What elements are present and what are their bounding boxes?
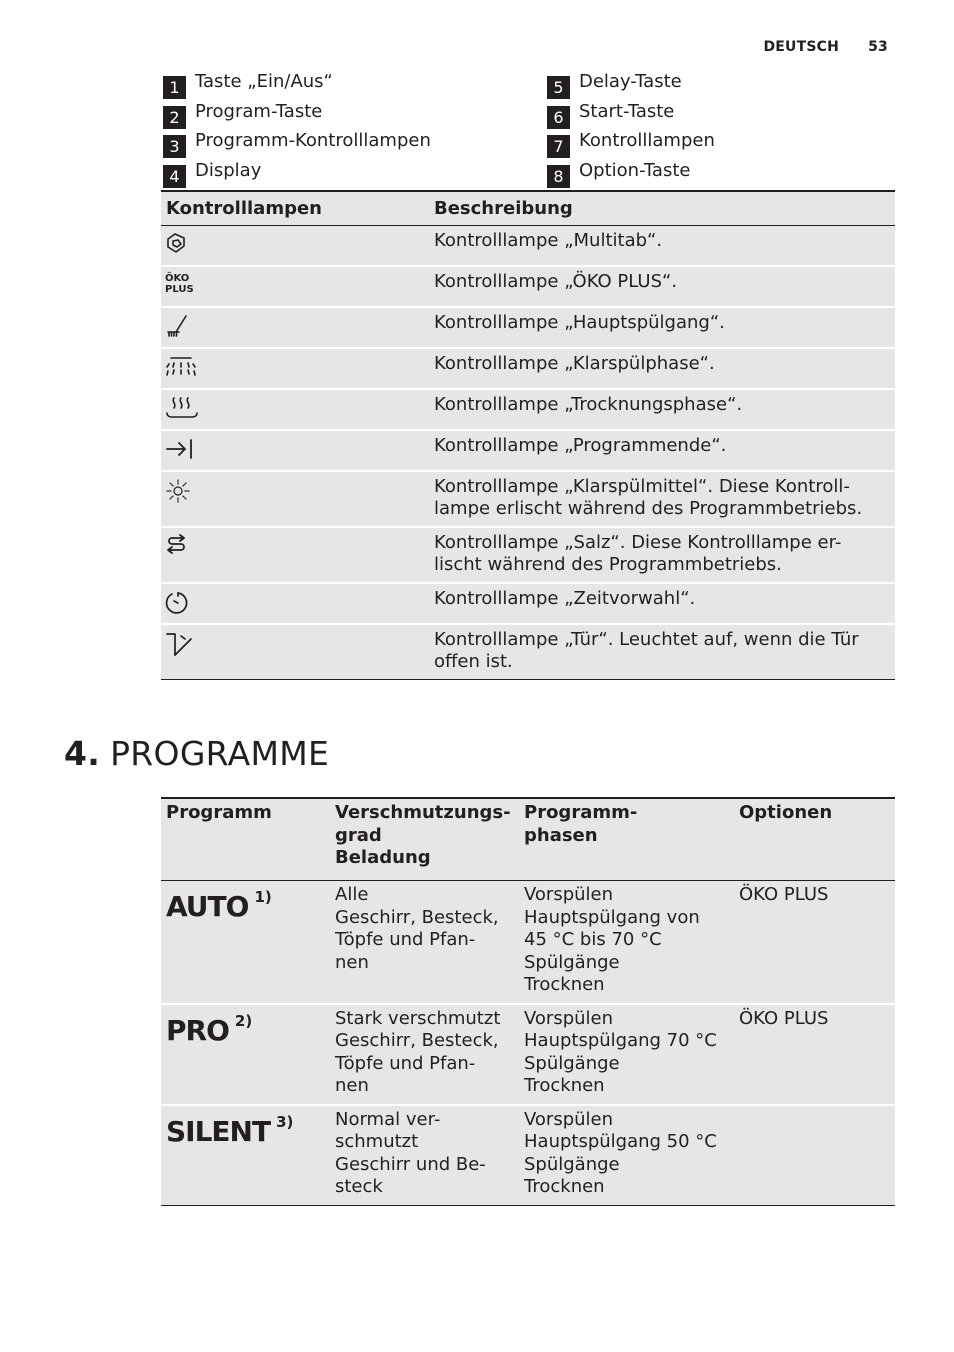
legend-item <box>547 159 715 189</box>
phases-cell: Vorspülen Hauptspülgang von 45 °C bis 70 °C Spülgänge Trocknen <box>519 881 734 1004</box>
legend-label: Display <box>195 159 262 181</box>
soil-level-cell: Stark verschmutzt Geschirr, Besteck, Töpfe und Pfan- nen <box>330 1004 519 1105</box>
table-row <box>161 430 895 471</box>
options-cell: ÖKO PLUS <box>734 1004 895 1105</box>
description-line: lischt während des Programmbetriebs. <box>434 554 782 575</box>
lamp-description: Kontrolllampe „Programmende“. <box>429 430 895 471</box>
phases-cell: Vorspülen Hauptspülgang 50 °C Spülgänge Trocknen <box>519 1105 734 1206</box>
column-header-program: Programm <box>161 798 330 881</box>
footnote-ref: 3) <box>276 1112 294 1131</box>
oeko-icon-text: ÖKO <box>165 273 190 284</box>
lamp-icon-cell <box>161 471 429 527</box>
table-row <box>161 348 895 389</box>
table-row <box>161 527 895 583</box>
multitab-icon <box>165 232 187 254</box>
table-row <box>161 881 895 1004</box>
lamp-description: Kontrolllampe „ÖKO PLUS“. <box>429 266 895 307</box>
table-header-row <box>161 191 895 226</box>
description-line: lampe erlischt während des Programmbetriebs. <box>434 498 863 519</box>
program-name-cell <box>161 1105 330 1206</box>
page-number: 53 <box>868 39 888 55</box>
legend-label: Kontrolllampen <box>579 130 715 152</box>
footnote-ref: 2) <box>234 1011 253 1030</box>
legend-number: 4 <box>163 165 186 188</box>
description-line: Kontrolllampe „Salz“. Diese Kontrolllampe er- <box>434 532 842 553</box>
legend-number: 8 <box>547 165 570 188</box>
column-header-description: Beschreibung <box>429 191 895 226</box>
legend-column-left <box>163 70 431 188</box>
table-row <box>161 471 895 527</box>
options-cell <box>734 1105 895 1206</box>
lamp-description <box>429 624 895 680</box>
description-line: offen ist. <box>434 651 513 672</box>
indicator-lamps-table <box>161 190 895 680</box>
lamp-icon-cell <box>161 389 429 430</box>
lamp-icon-cell <box>161 307 429 348</box>
legend-column-right <box>547 70 715 188</box>
soil-level-cell: Normal ver- schmutzt Geschirr und Be- steck <box>330 1105 519 1206</box>
legend-item <box>547 70 715 100</box>
legend-label: Programm-Kontrolllampen <box>195 130 431 152</box>
section-heading <box>64 734 329 773</box>
lamp-description <box>429 471 895 527</box>
rinse-aid-icon <box>165 478 191 504</box>
legend-item <box>163 129 431 159</box>
legend-item <box>547 129 715 159</box>
lamp-description: Kontrolllampe „Zeitvorwahl“. <box>429 583 895 624</box>
oeko-plus-icon <box>165 273 429 295</box>
table-row <box>161 583 895 624</box>
legend-item <box>163 70 431 100</box>
table-row <box>161 226 895 267</box>
program-name-text: SILENT <box>166 1114 271 1148</box>
legend-item <box>547 100 715 130</box>
lamp-icon-cell <box>161 624 429 680</box>
section-number: 4. <box>64 734 101 773</box>
lamp-icon-cell <box>161 226 429 267</box>
main-wash-icon <box>165 314 189 338</box>
program-name <box>166 1112 294 1148</box>
table-header-row <box>161 798 895 881</box>
table-row <box>161 1105 895 1206</box>
table-row <box>161 266 895 307</box>
legend-label: Taste „Ein/Aus“ <box>195 71 333 93</box>
language-label: DEUTSCH <box>763 39 840 55</box>
legend-number: 6 <box>547 106 570 129</box>
plus-icon-text: PLUS <box>165 284 194 295</box>
table-row <box>161 307 895 348</box>
legend-number: 1 <box>163 76 186 99</box>
lamp-icon-cell <box>161 348 429 389</box>
table-row <box>161 1004 895 1105</box>
legend-label: Program-Taste <box>195 100 323 122</box>
legend-number: 5 <box>547 76 570 99</box>
lamp-description: Kontrolllampe „Klarspülphase“. <box>429 348 895 389</box>
time-delay-icon <box>165 590 191 616</box>
column-header-soil-level: Verschmutzungs- grad Beladung <box>330 798 519 881</box>
legend-item <box>163 159 431 189</box>
footnote-ref: 1) <box>254 888 272 906</box>
section-title: PROGRAMME <box>110 734 330 773</box>
lamp-icon-cell <box>161 266 429 307</box>
lamp-icon-cell <box>161 527 429 583</box>
lamp-icon-cell <box>161 430 429 471</box>
lamp-description: Kontrolllampe „Trocknungsphase“. <box>429 389 895 430</box>
program-end-icon <box>165 437 195 461</box>
program-name-text: AUTO <box>166 890 249 924</box>
salt-icon <box>165 534 189 558</box>
column-header-phases: Programm- phasen <box>519 798 734 881</box>
program-name-cell <box>161 881 330 1004</box>
programmes-table <box>161 797 895 1206</box>
options-cell: ÖKO PLUS <box>734 881 895 1004</box>
drying-phase-icon <box>165 396 199 422</box>
rinse-phase-icon <box>165 355 197 379</box>
legend-number: 7 <box>547 135 570 158</box>
description-line: Kontrolllampe „Klarspülmittel“. Diese Kontroll- <box>434 476 850 497</box>
page-header <box>763 39 888 55</box>
column-header-lamps: Kontrolllampen <box>161 191 429 226</box>
column-header-options: Optionen <box>734 798 895 881</box>
program-name-cell <box>161 1004 330 1105</box>
legend-label: Start-Taste <box>579 100 675 122</box>
legend-number: 3 <box>163 135 186 158</box>
lamp-description: Kontrolllampe „Multitab“. <box>429 226 895 267</box>
legend-item <box>163 100 431 130</box>
program-name <box>166 890 272 923</box>
phases-cell: Vorspülen Hauptspülgang 70 °C Spülgänge Trocknen <box>519 1004 734 1105</box>
program-name <box>166 1011 253 1047</box>
lamp-icon-cell <box>161 583 429 624</box>
legend-number: 2 <box>163 106 186 129</box>
legend-label: Delay-Taste <box>579 71 682 93</box>
table-row <box>161 389 895 430</box>
legend-label: Option-Taste <box>579 159 691 181</box>
soil-level-cell: Alle Geschirr, Besteck, Töpfe und Pfan- nen <box>330 881 519 1004</box>
lamp-description: Kontrolllampe „Hauptspülgang“. <box>429 307 895 348</box>
door-icon <box>165 631 195 657</box>
lamp-description <box>429 527 895 583</box>
table-row <box>161 624 895 680</box>
description-line: Kontrolllampe „Tür“. Leuchtet auf, wenn die Tür <box>434 629 859 650</box>
program-name-text: PRO <box>166 1013 229 1047</box>
